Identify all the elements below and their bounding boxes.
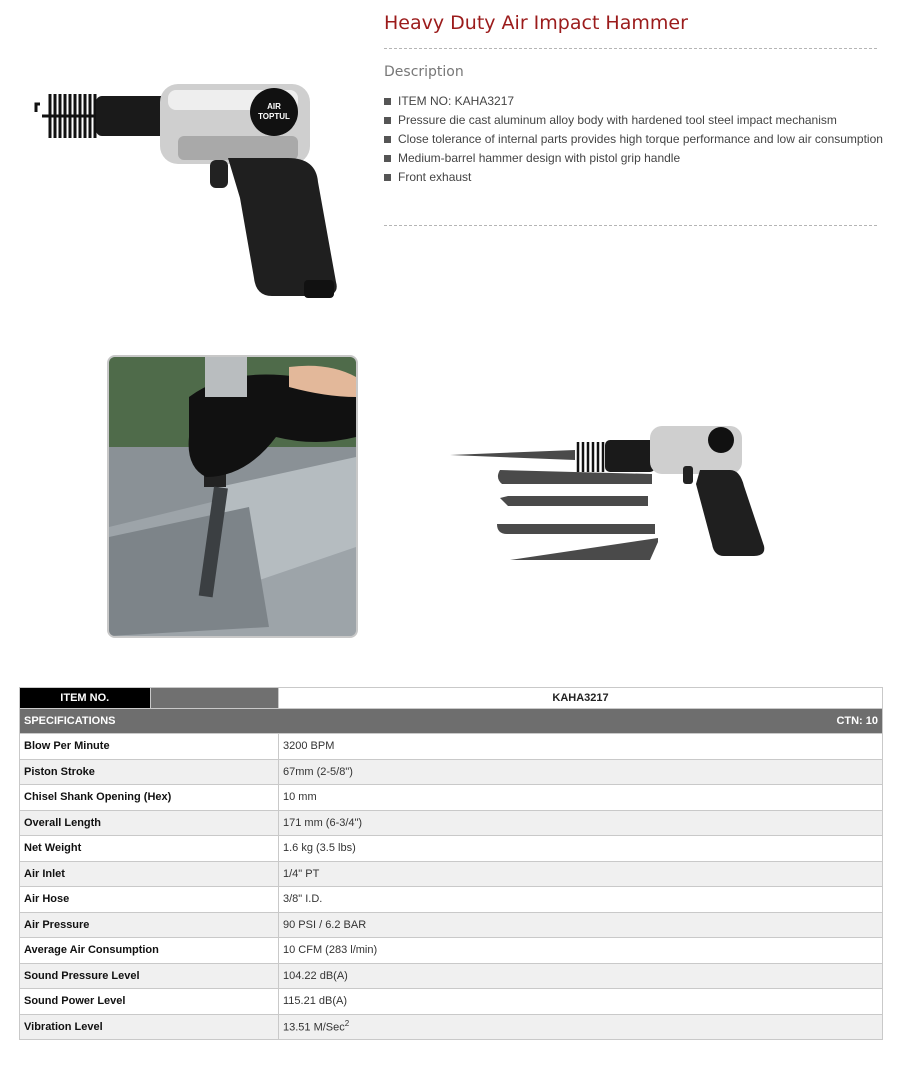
spec-label: Sound Pressure Level <box>20 963 279 989</box>
spec-value-text: 171 mm (6-3/4") <box>283 816 363 829</box>
spec-label: Vibration Level <box>20 1014 279 1040</box>
spec-value <box>279 810 883 836</box>
spec-value <box>279 887 883 913</box>
table-row <box>20 810 883 836</box>
spec-value <box>279 861 883 887</box>
spec-value-text: 1/4" PT <box>283 867 320 880</box>
brand-badge-text: AIR <box>267 102 281 111</box>
spec-value-text: 3200 BPM <box>283 740 335 753</box>
spec-value <box>279 989 883 1015</box>
spec-value <box>279 938 883 964</box>
item-no-label: ITEM NO. <box>20 688 151 709</box>
table-row <box>20 938 883 964</box>
spec-label: Piston Stroke <box>20 759 279 785</box>
table-row <box>20 989 883 1015</box>
spec-value-text: 10 CFM (283 l/min) <box>283 944 378 957</box>
table-row <box>20 887 883 913</box>
spec-value-text: 104.22 dB(A) <box>283 969 348 982</box>
table-row <box>20 759 883 785</box>
table-row <box>20 912 883 938</box>
table-row <box>20 861 883 887</box>
spec-value <box>279 912 883 938</box>
divider <box>384 48 877 49</box>
spec-value <box>279 963 883 989</box>
spec-value-text: 13.51 M/Sec <box>283 1022 345 1035</box>
spec-value-text: 10 mm <box>283 791 317 804</box>
item-no-spacer <box>150 688 279 709</box>
description-heading: Description <box>384 64 464 80</box>
spec-value-text: 1.6 kg (3.5 lbs) <box>283 842 356 855</box>
item-no-value: KAHA3217 <box>279 688 883 709</box>
ctn-label: CTN: 10 <box>836 715 878 727</box>
product-image[interactable] <box>28 76 348 306</box>
spec-label: Net Weight <box>20 836 279 862</box>
spec-value-text: 67mm (2-5/8") <box>283 765 353 778</box>
brand-badge-text: TOPTUL <box>258 112 290 121</box>
spec-table <box>19 687 883 1040</box>
spec-label: Chisel Shank Opening (Hex) <box>20 785 279 811</box>
spec-value-text: 3/8" I.D. <box>283 893 323 906</box>
spec-label: Air Inlet <box>20 861 279 887</box>
spec-label: Overall Length <box>20 810 279 836</box>
table-row <box>20 963 883 989</box>
table-row <box>20 734 883 760</box>
spec-value <box>279 734 883 760</box>
feature-item: Medium-barrel hammer design with pistol grip handle <box>384 149 883 168</box>
spec-value-text: 90 PSI / 6.2 BAR <box>283 918 367 931</box>
product-title: Heavy Duty Air Impact Hammer <box>384 12 688 34</box>
kit-image[interactable] <box>445 420 775 590</box>
specifications-label: SPECIFICATIONS <box>24 715 116 727</box>
divider <box>384 225 877 226</box>
spec-label: Air Hose <box>20 887 279 913</box>
spec-value <box>279 836 883 862</box>
spec-label: Air Pressure <box>20 912 279 938</box>
spec-value <box>279 759 883 785</box>
feature-item: ITEM NO: KAHA3217 <box>384 92 883 111</box>
spec-label: Sound Power Level <box>20 989 279 1015</box>
table-row <box>20 836 883 862</box>
spec-label: Blow Per Minute <box>20 734 279 760</box>
feature-item: Front exhaust <box>384 168 883 187</box>
spec-value <box>279 1014 883 1040</box>
spec-label: Average Air Consumption <box>20 938 279 964</box>
spec-value <box>279 785 883 811</box>
feature-list <box>384 92 883 187</box>
feature-item: Close tolerance of internal parts provides high torque performance and low air consumption <box>384 130 883 149</box>
feature-item: Pressure die cast aluminum alloy body with hardened tool steel impact mechanism <box>384 111 883 130</box>
specifications-header <box>20 709 883 734</box>
usage-photo[interactable] <box>107 355 358 638</box>
spec-value-superscript: 2 <box>344 1019 350 1029</box>
table-row <box>20 1014 883 1040</box>
table-row <box>20 785 883 811</box>
spec-value-text: 115.21 dB(A) <box>283 995 348 1008</box>
